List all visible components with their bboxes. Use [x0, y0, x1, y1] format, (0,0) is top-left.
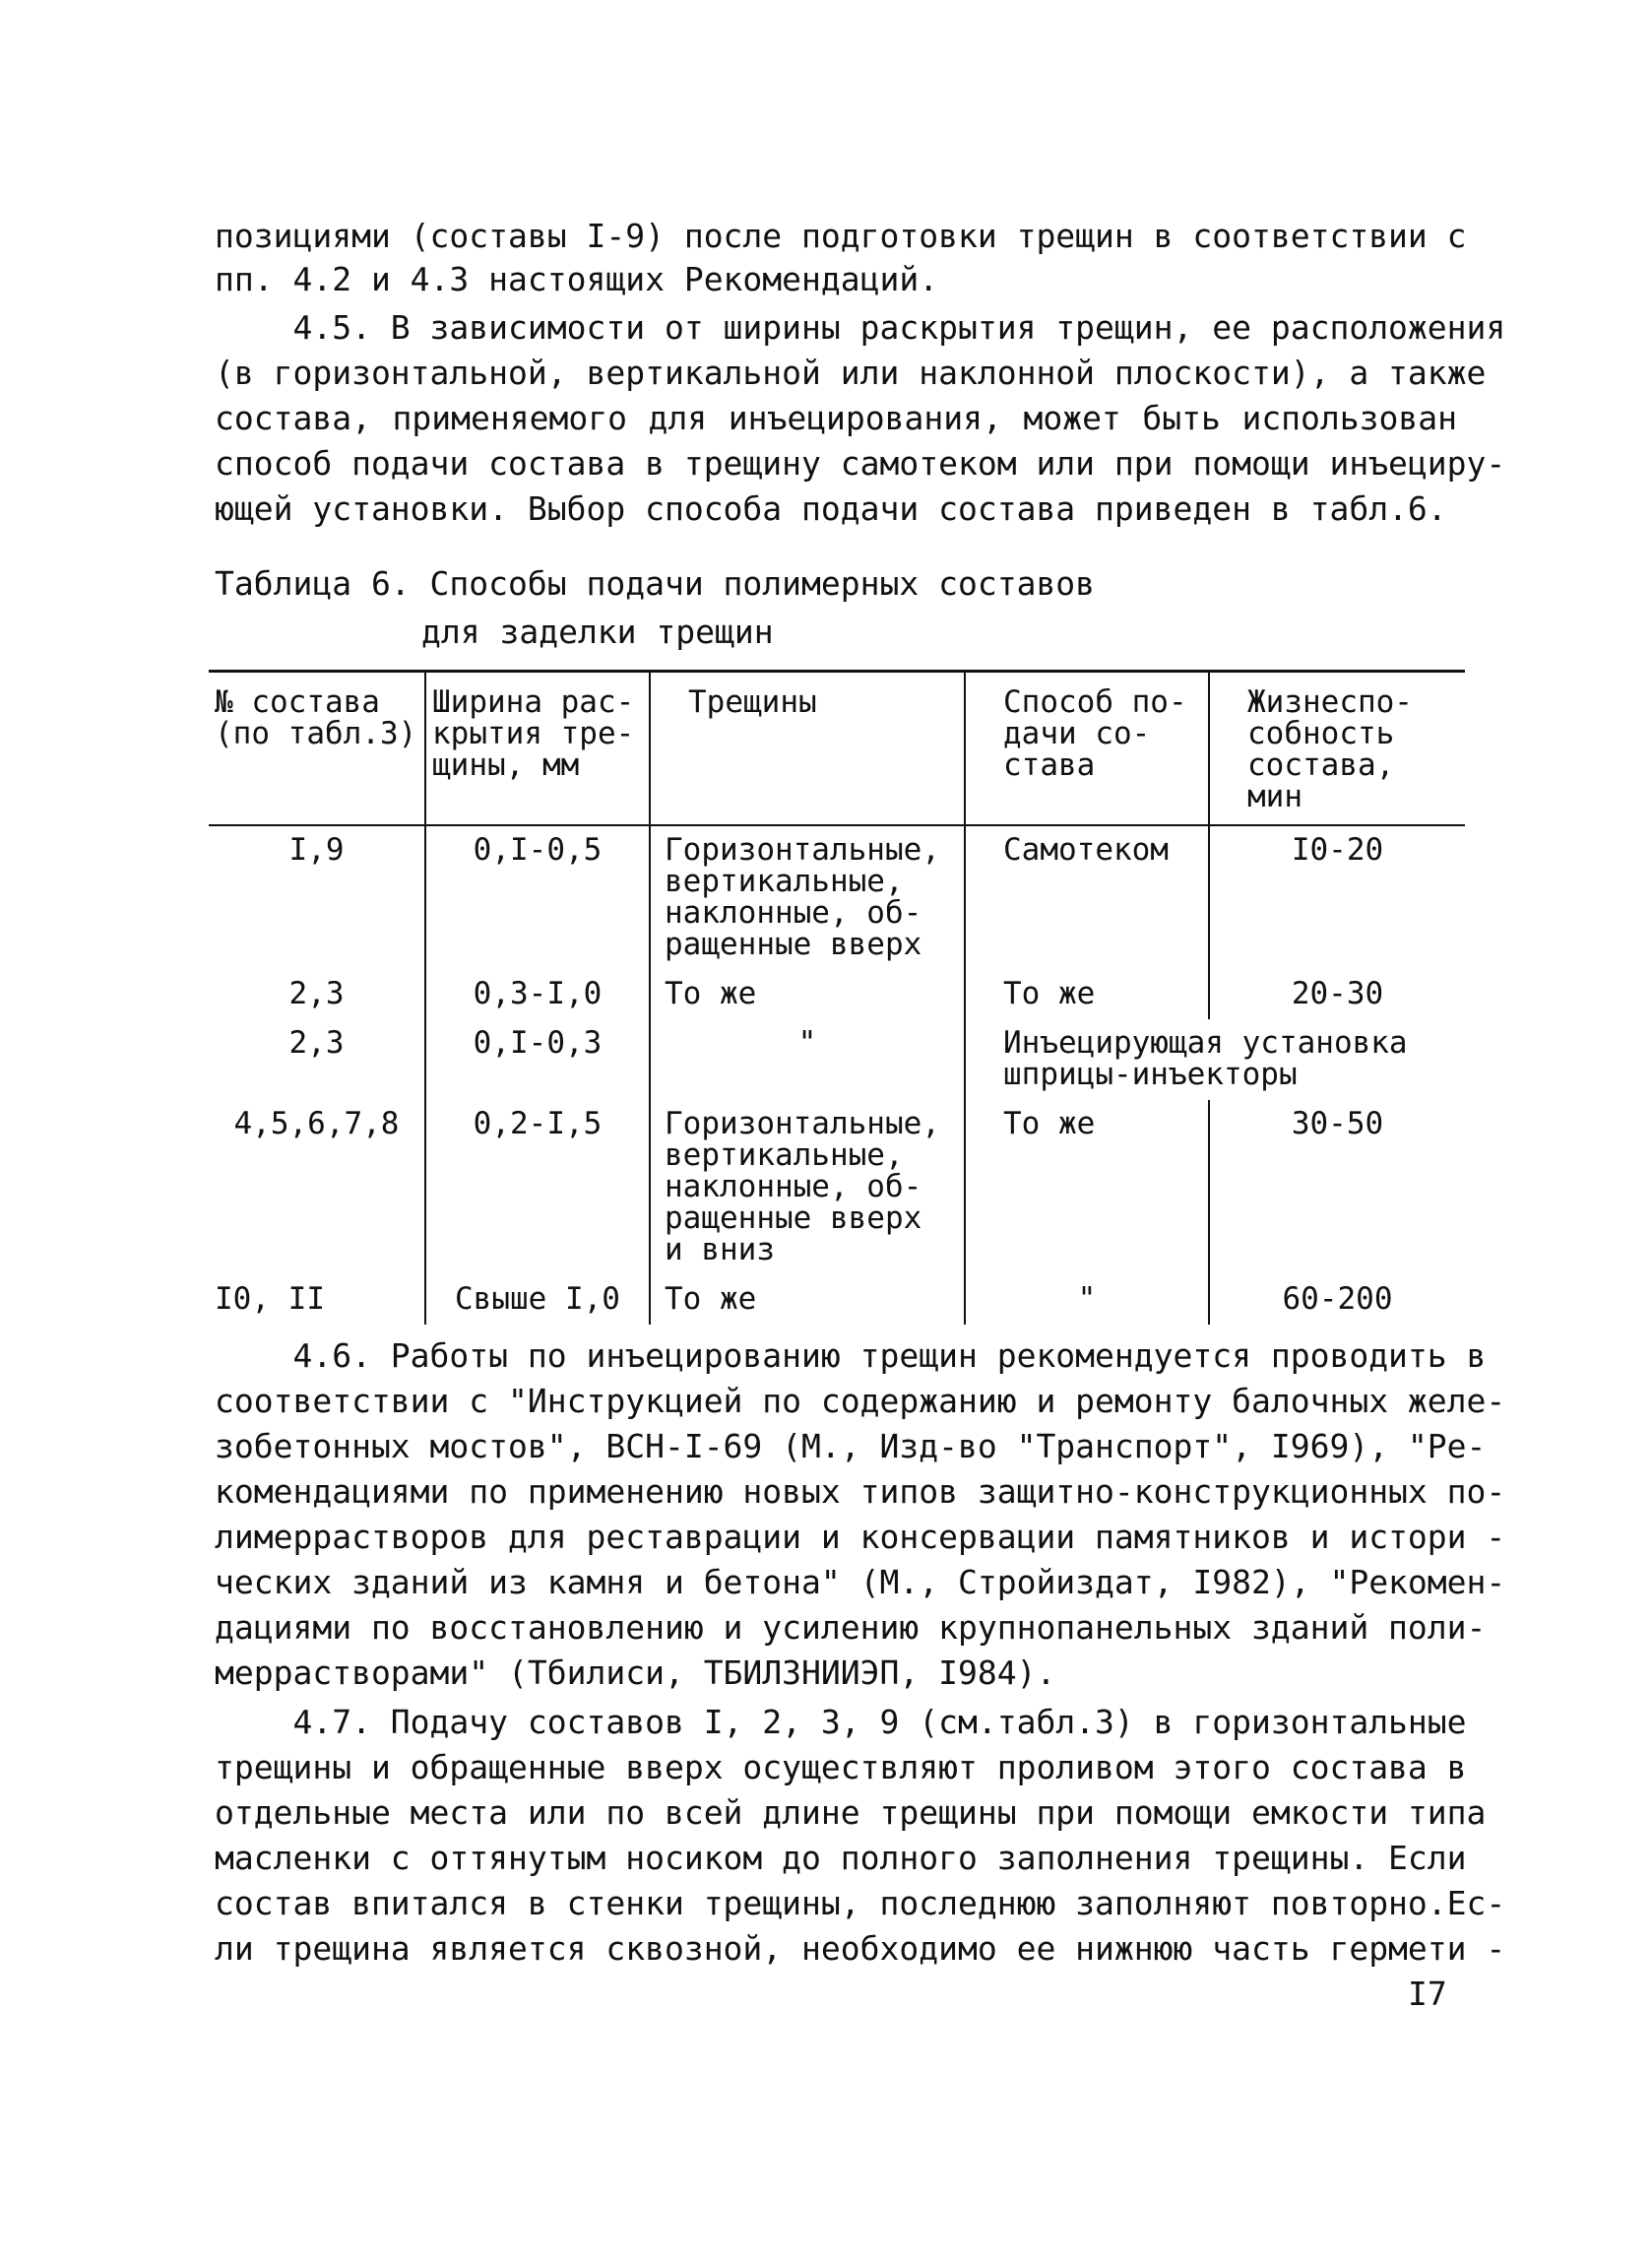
table-cell: 0,3-I,0: [425, 970, 650, 1019]
column-header: Способ по- дачи со- става: [965, 672, 1209, 826]
text-line: 4.5. В зависимости от ширины раскрытия трещин, ее расположения: [215, 308, 1506, 347]
column-header: № состава (по табл.3): [209, 672, 425, 826]
table-row: [209, 1275, 1465, 1325]
table-row: [209, 1100, 1465, 1275]
column-header: Трещины: [650, 672, 965, 826]
table-header-row: [209, 672, 1465, 826]
text-line: масленки с оттянутым носиком до полного заполнения трещины. Если: [215, 1839, 1467, 1877]
column-header: Ширина рас- крытия тре- щины, мм: [425, 672, 650, 826]
text-line: ческих зданий из камня и бетона" (М., Стройиздат, I982), "Рекомен-: [215, 1563, 1506, 1601]
table-cell: I,9: [288, 832, 345, 868]
table-cell: 0,I-0,5: [425, 825, 650, 970]
table-cell: I0-20: [1209, 825, 1465, 970]
table-cell: Горизонтальные, вертикальные, наклонные, об- ращенные вверх: [650, 825, 965, 970]
table-caption: Таблица 6. Способы подачи полимерных составов: [215, 564, 1096, 603]
text-line: состав впитался в стенки трещины, последнюю заполняют повторно.Ес-: [215, 1884, 1506, 1922]
table-6: [209, 670, 1465, 1325]
table-cell: Свыше I,0: [425, 1275, 650, 1325]
text-line: комендациями по применению новых типов защитно-конструкционных по-: [215, 1472, 1506, 1511]
table-cell: То же: [650, 1275, 965, 1325]
table-caption-cont: для заделки трещин: [421, 613, 774, 651]
table-cell: То же: [965, 970, 1209, 1019]
text-line: 4.7. Подачу составов I, 2, 3, 9 (см.табл.3) в горизонтальные: [215, 1703, 1467, 1741]
text-line: меррастворами" (Тбилиси, ТБИЛЗНИИЭП, I984).: [215, 1653, 1056, 1692]
table-cell: ": [650, 1019, 965, 1100]
table-cell: Самотеком: [965, 825, 1209, 970]
table-cell: 0,I-0,3: [425, 1019, 650, 1100]
table-cell: Горизонтальные, вертикальные, наклонные, об- ращенные вверх и вниз: [650, 1100, 965, 1275]
table-cell: То же: [650, 970, 965, 1019]
table-cell: Инъецирующая установка шприцы-инъекторы: [965, 1019, 1465, 1100]
text-line: ли трещина является сквозной, необходимо ее нижнюю часть гермети -: [215, 1929, 1506, 1968]
table-row: [209, 825, 1465, 970]
table-cell: I0, II: [215, 1281, 325, 1317]
text-line: трещины и обращенные вверх осуществляют проливом этого состава в: [215, 1748, 1467, 1786]
table-cell: 4,5,6,7,8: [233, 1106, 400, 1141]
table-row: [209, 970, 1465, 1019]
text-line: 4.6. Работы по инъецированию трещин рекомендуется проводить в: [215, 1336, 1487, 1375]
table-row: [209, 1019, 1465, 1100]
text-line: зобетонных мостов", ВСН-I-69 (М., Изд-во "Транспорт", I969), "Ре-: [215, 1427, 1487, 1465]
table-cell: 0,2-I,5: [425, 1100, 650, 1275]
table-cell: То же: [965, 1100, 1209, 1275]
text-line: состава, применяемого для инъецирования, может быть использован: [215, 399, 1457, 437]
text-line: пп. 4.2 и 4.3 настоящих Рекомендаций.: [215, 260, 939, 298]
table-cell: 2,3: [288, 1025, 345, 1061]
table-cell: 30-50: [1209, 1100, 1465, 1275]
column-header: Жизнеспо- собность состава, мин: [1209, 672, 1465, 826]
text-line: (в горизонтальной, вертикальной или наклонной плоскости), а также: [215, 354, 1487, 392]
text-line: соответствии с "Инструкцией по содержанию и ремонту балочных желе-: [215, 1382, 1506, 1420]
text-line: позициями (составы I-9) после подготовки трещин в соответствии с: [215, 217, 1467, 255]
text-line: отдельные места или по всей длине трещины при помощи емкости типа: [215, 1793, 1487, 1832]
table-cell: 20-30: [1209, 970, 1465, 1019]
table-cell: 2,3: [288, 976, 345, 1011]
text-line: способ подачи состава в трещину самотеком или при помощи инъециру-: [215, 444, 1506, 483]
table-cell: ": [965, 1275, 1209, 1325]
table-cell: 60-200: [1209, 1275, 1465, 1325]
page-number: I7: [1408, 1975, 1447, 2013]
text-line: дациями по восстановлению и усилению крупнопанельных зданий поли-: [215, 1608, 1487, 1647]
text-line: ющей установки. Выбор способа подачи состава приведен в табл.6.: [215, 489, 1447, 528]
text-line: лимеррастворов для реставрации и консервации памятников и истори -: [215, 1518, 1506, 1556]
